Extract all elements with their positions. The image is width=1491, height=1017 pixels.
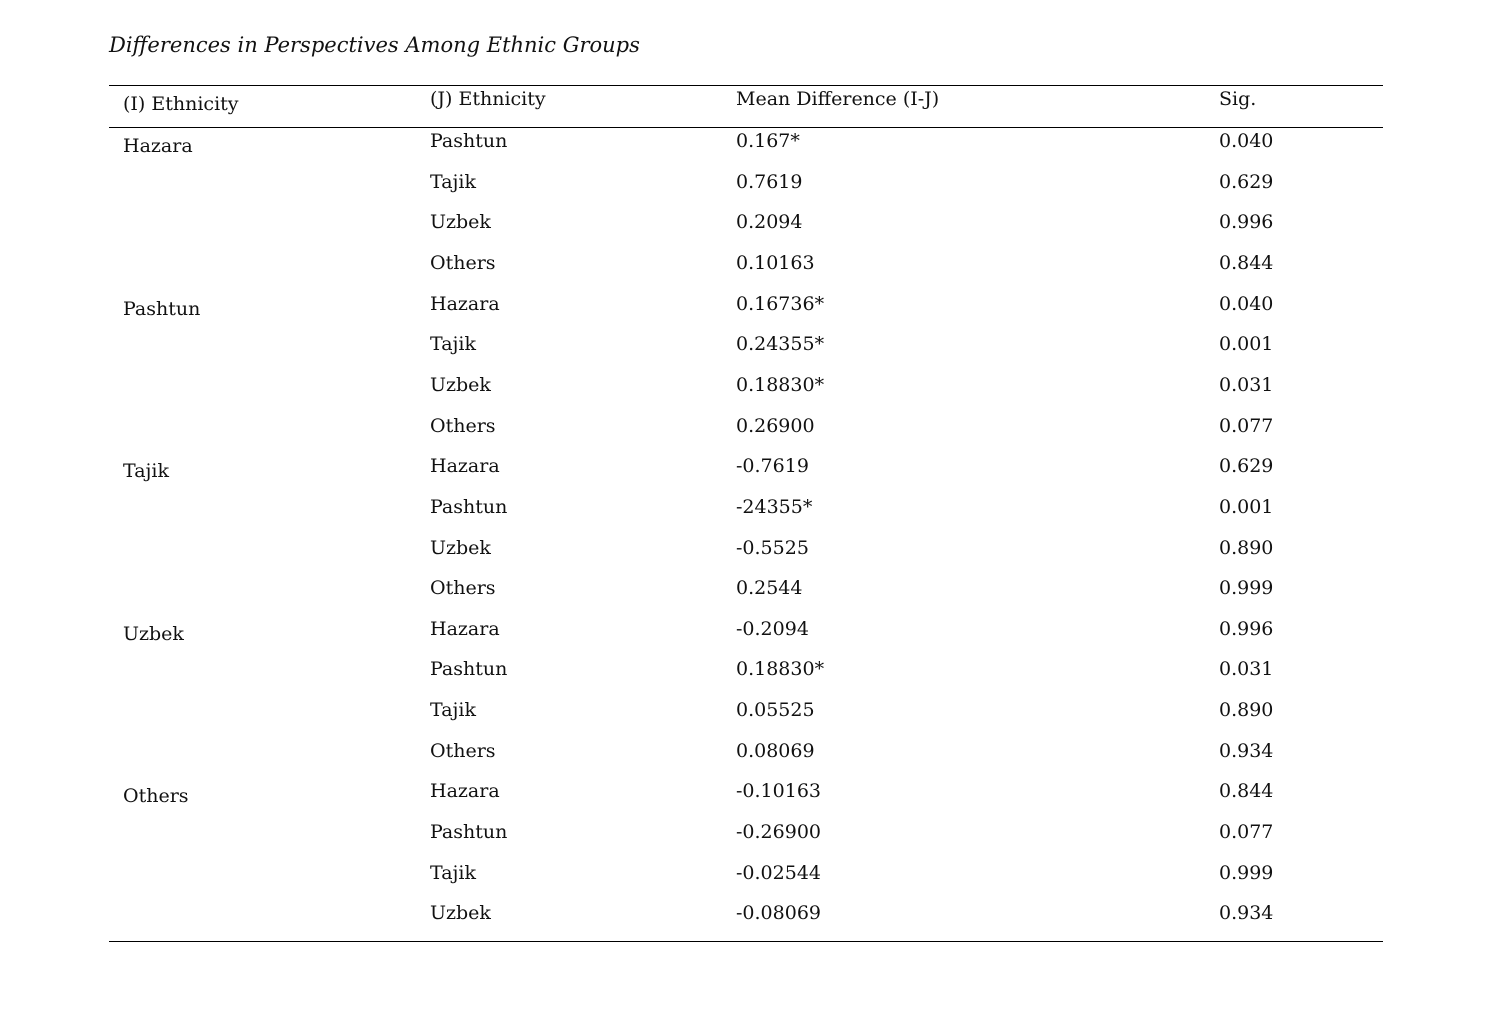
- sig-cell: 0.077: [1219, 414, 1274, 437]
- mean-difference-cell: 0.26900: [736, 414, 815, 437]
- sig-cell: 0.999: [1219, 861, 1274, 884]
- j-ethnicity-cell: Uzbek: [430, 373, 491, 396]
- group-label: Pashtun: [123, 297, 201, 320]
- mean-difference-cell: -24355*: [736, 495, 813, 518]
- header-i-ethnicity: (I) Ethnicity: [123, 93, 239, 115]
- sig-cell: 0.890: [1219, 699, 1274, 722]
- sig-cell: 0.890: [1219, 536, 1274, 559]
- group-label: Others: [123, 785, 189, 808]
- sig-cell: 0.934: [1219, 739, 1274, 762]
- sig-cell: 0.001: [1219, 495, 1274, 518]
- j-ethnicity-cell: Others: [430, 414, 496, 437]
- j-ethnicity-cell: Uzbek: [430, 211, 491, 234]
- header-mean-difference: Mean Difference (I-J): [736, 88, 940, 110]
- mean-difference-cell: -0.08069: [736, 902, 821, 925]
- j-ethnicity-cell: Others: [430, 577, 496, 600]
- sig-cell: 0.844: [1219, 780, 1274, 803]
- header-sig: Sig.: [1219, 88, 1257, 110]
- mean-difference-cell: 0.24355*: [736, 333, 825, 356]
- j-ethnicity-cell: Uzbek: [430, 536, 491, 559]
- sig-cell: 0.031: [1219, 658, 1274, 681]
- mean-difference-cell: -0.2094: [736, 617, 809, 640]
- group-label: Tajik: [123, 460, 170, 483]
- sig-cell: 0.001: [1219, 333, 1274, 356]
- j-ethnicity-cell: Uzbek: [430, 902, 491, 925]
- j-ethnicity-cell: Pashtun: [430, 130, 508, 152]
- mean-difference-cell: 0.16736*: [736, 292, 825, 315]
- sig-cell: 0.996: [1219, 617, 1274, 640]
- table-top-rule: [109, 85, 1383, 86]
- table-bottom-rule: [109, 941, 1383, 942]
- table-caption: Differences in Perspectives Among Ethnic Groups: [109, 33, 640, 57]
- j-ethnicity-cell: Tajik: [430, 861, 477, 884]
- header-j-ethnicity: (J) Ethnicity: [430, 88, 546, 110]
- j-ethnicity-cell: Tajik: [430, 170, 477, 193]
- j-ethnicity-cell: Hazara: [430, 780, 500, 803]
- mean-difference-cell: 0.18830*: [736, 373, 825, 396]
- mean-difference-cell: -0.26900: [736, 821, 821, 844]
- mean-difference-cell: -0.5525: [736, 536, 809, 559]
- mean-difference-cell: -0.10163: [736, 780, 821, 803]
- mean-difference-cell: 0.05525: [736, 699, 815, 722]
- mean-difference-cell: -0.02544: [736, 861, 821, 884]
- mean-difference-cell: 0.2094: [736, 211, 803, 234]
- mean-difference-cell: 0.167*: [736, 130, 800, 152]
- sig-cell: 0.999: [1219, 577, 1274, 600]
- mean-difference-cell: 0.10163: [736, 251, 815, 274]
- sig-cell: 0.031: [1219, 373, 1274, 396]
- mean-difference-cell: 0.2544: [736, 577, 803, 600]
- sig-cell: 0.934: [1219, 902, 1274, 925]
- mean-difference-cell: 0.08069: [736, 739, 815, 762]
- sig-cell: 0.629: [1219, 170, 1274, 193]
- j-ethnicity-cell: Others: [430, 251, 496, 274]
- j-ethnicity-cell: Hazara: [430, 292, 500, 315]
- sig-cell: 0.077: [1219, 821, 1274, 844]
- j-ethnicity-cell: Pashtun: [430, 821, 508, 844]
- sig-cell: 0.629: [1219, 455, 1274, 478]
- mean-difference-cell: 0.7619: [736, 170, 803, 193]
- j-ethnicity-cell: Others: [430, 739, 496, 762]
- group-label: Hazara: [123, 135, 193, 157]
- j-ethnicity-cell: Hazara: [430, 617, 500, 640]
- sig-cell: 0.040: [1219, 130, 1274, 152]
- j-ethnicity-cell: Tajik: [430, 699, 477, 722]
- j-ethnicity-cell: Pashtun: [430, 658, 508, 681]
- sig-cell: 0.040: [1219, 292, 1274, 315]
- j-ethnicity-cell: Hazara: [430, 455, 500, 478]
- sig-cell: 0.844: [1219, 251, 1274, 274]
- sig-cell: 0.996: [1219, 211, 1274, 234]
- j-ethnicity-cell: Pashtun: [430, 495, 508, 518]
- group-label: Uzbek: [123, 622, 184, 645]
- table-header-rule: [109, 127, 1383, 128]
- mean-difference-cell: 0.18830*: [736, 658, 825, 681]
- mean-difference-cell: -0.7619: [736, 455, 809, 478]
- j-ethnicity-cell: Tajik: [430, 333, 477, 356]
